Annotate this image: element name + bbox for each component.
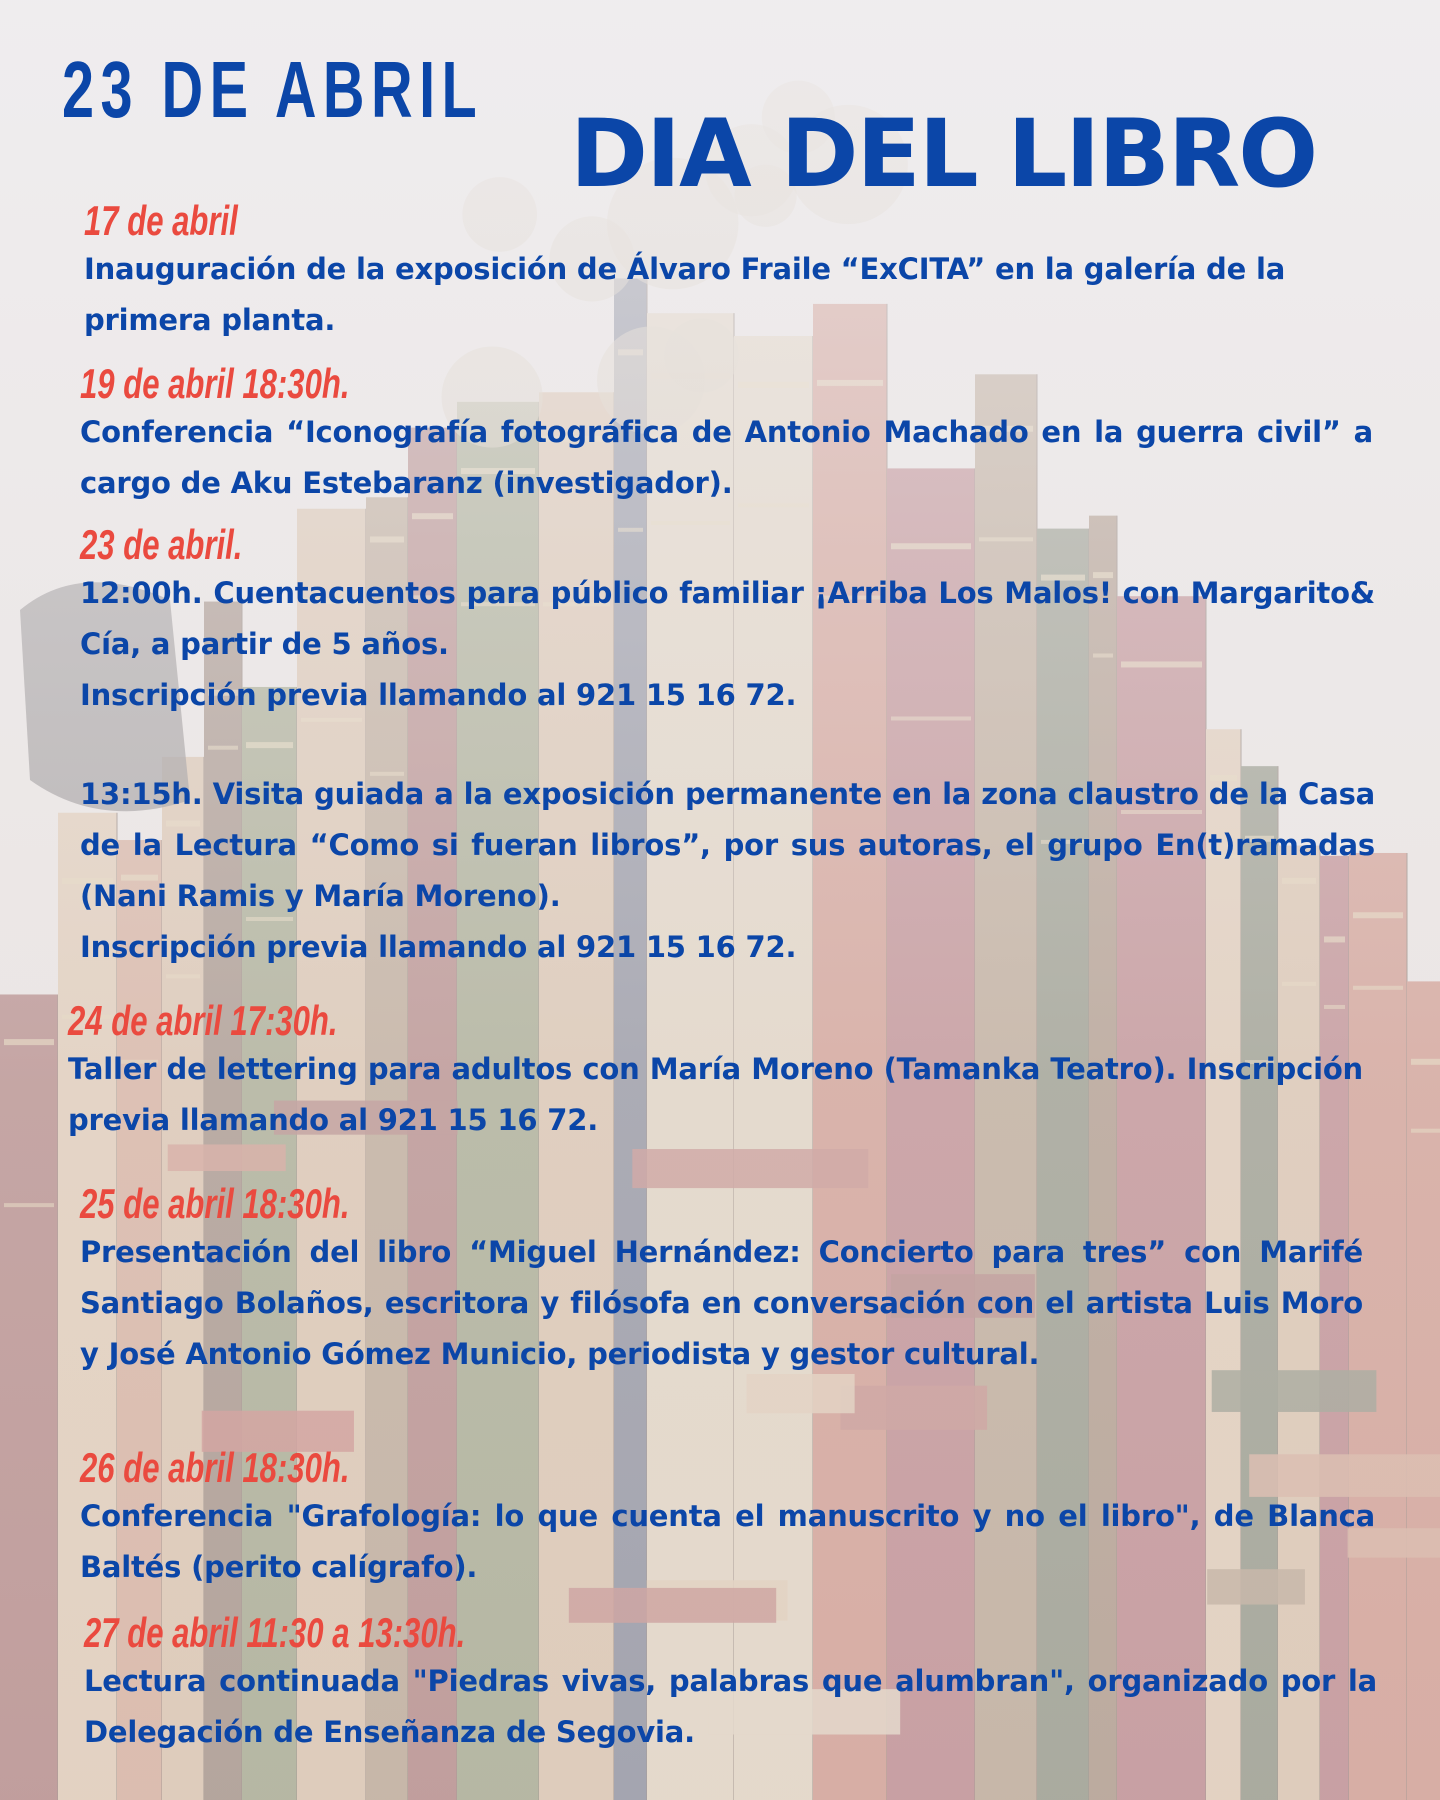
event-description: Conferencia "Grafología: lo que cuenta el manuscrito y no el libro", de Blanca Baltés (perito calígrafo). [80, 1499, 1375, 1584]
event-25-abril [80, 1180, 1363, 1380]
event-date: 23 de abril. [80, 521, 243, 568]
event-17-abril [84, 197, 1377, 346]
event-date: 17 de abril [84, 197, 238, 244]
spacer [80, 721, 1375, 769]
event-24-abril [68, 997, 1363, 1146]
event-23-abril [80, 521, 1375, 973]
event-description-cuentacuentos: 12:00h. Cuentacuentos para público familiar ¡Arriba Los Malos! con Margarito& Cía, a partir de 5 años. [80, 576, 1375, 661]
event-date: 25 de abril 18:30h. [80, 1180, 350, 1227]
event-date: 27 de abril 11:30 a 13:30h. [84, 1609, 466, 1656]
event-19-abril [80, 360, 1373, 509]
event-27-abril [84, 1609, 1377, 1758]
event-date: 26 de abril 18:30h. [80, 1444, 350, 1491]
event-date: 24 de abril 17:30h. [68, 997, 338, 1044]
event-description: Lectura continuada "Piedras vivas, palabras que alumbran", organizado por la Delegación de Enseñanza de Segovia. [84, 1664, 1377, 1749]
event-description: Taller de lettering para adultos con María Moreno (Tamanka Teatro). Inscripción previa llamando al 921 15 16 72. [68, 1052, 1363, 1137]
event-description: Conferencia “Iconografía fotográfica de Antonio Machado en la guerra civil” a cargo de Aku Estebaranz (investigador). [80, 415, 1373, 500]
event-registration-note: Inscripción previa llamando al 921 15 16 72. [80, 678, 797, 712]
event-description: Inauguración de la exposición de Álvaro Fraile “ExCITA” en la galería de la primera planta. [84, 252, 1286, 337]
event-description: Presentación del libro “Miguel Hernández: Concierto para tres” con Marifé Santiago Bolaños, escritora y filósofa en conversación con el artista Luis Moro y José Antonio Gómez Municio, periodista y gestor cultural. [80, 1235, 1363, 1371]
header-date: 23 DE ABRIL [62, 45, 484, 134]
event-description-visita: 13:15h. Visita guiada a la exposición permanente en la zona claustro de la Casa de la Lectura “Como si fueran libros”, por sus autoras, el grupo En(t)ramadas (Nani Ramis y María Moreno). [80, 777, 1375, 913]
page-title: DIA DEL LIBRO [570, 100, 1317, 209]
event-registration-note: Inscripción previa llamando al 921 15 16 72. [80, 930, 797, 964]
event-date: 19 de abril 18:30h. [80, 360, 350, 407]
event-26-abril [80, 1444, 1375, 1593]
